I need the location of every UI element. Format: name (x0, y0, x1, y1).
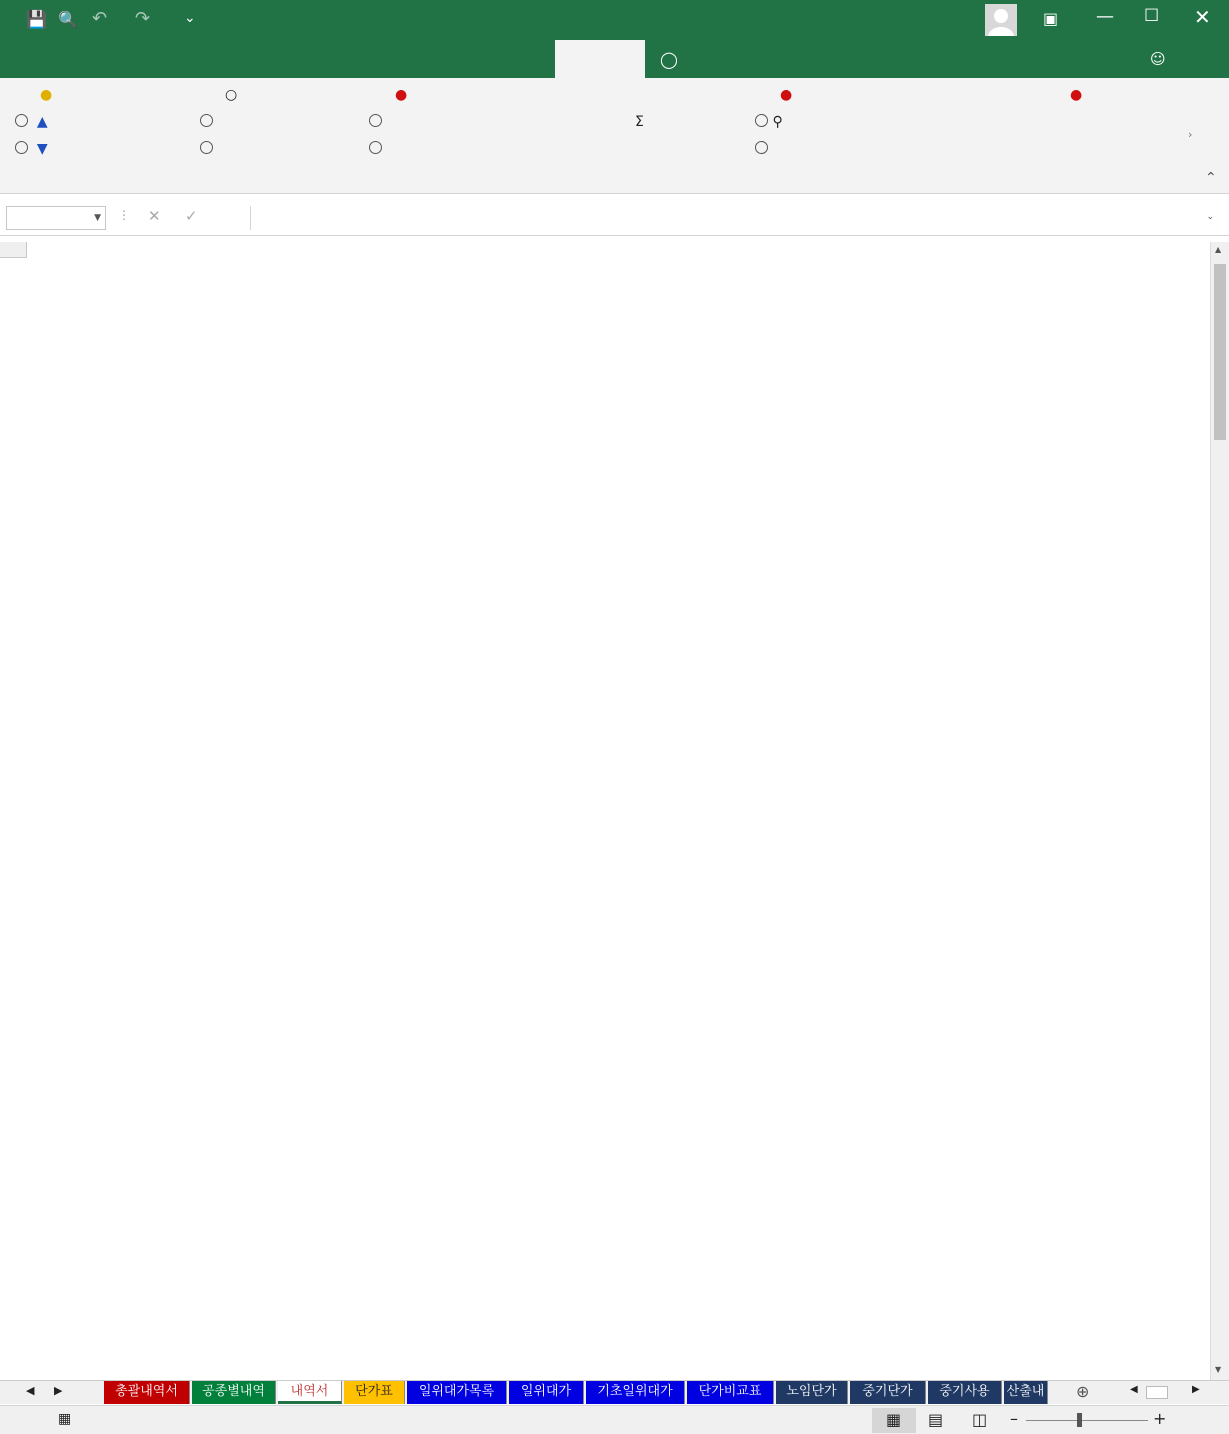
sort-up-icon: ▲ (36, 114, 48, 130)
undo-icon[interactable]: ↶ (92, 8, 108, 29)
tab-file[interactable] (10, 40, 66, 78)
ribbon-body (0, 78, 1229, 194)
hscroll-right-icon[interactable]: ▶ (1192, 1384, 1200, 1395)
ribbon-scroll-icon[interactable]: › (1188, 128, 1193, 141)
page-break-view-icon[interactable]: ◫ (972, 1410, 988, 1429)
close-icon[interactable]: ✕ (1194, 5, 1211, 29)
tab-page-layout[interactable] (178, 40, 304, 78)
next-sheet-icon[interactable]: ▶ (54, 1384, 63, 1397)
worksheet-grid[interactable] (0, 242, 1210, 1380)
page-layout-view-icon[interactable]: ▤ (928, 1410, 944, 1429)
print-preview-icon[interactable]: 🔍 (58, 10, 78, 29)
add-trade-button[interactable] (369, 141, 395, 157)
summary-calc-button[interactable] (755, 141, 781, 157)
scroll-up-icon[interactable]: ▲ (1215, 245, 1222, 254)
sheet-tabs-bar (0, 1380, 1229, 1404)
sheet-tab[interactable]: 단가표 (344, 1381, 405, 1404)
lightbulb-icon: ◯ (660, 50, 678, 69)
sheet-tab[interactable]: 단가비교표 (687, 1381, 774, 1404)
sheet-tab[interactable]: 공종별내역 (192, 1381, 276, 1404)
enter-icon[interactable]: ✓ (185, 207, 198, 225)
title-bar (0, 0, 1229, 40)
detail-sheet-button[interactable] (395, 87, 407, 103)
sheet-tab[interactable]: 중기사용 (928, 1381, 1002, 1404)
radio-icon (369, 141, 382, 154)
mgmt-no-down-button[interactable] (15, 141, 48, 157)
ribbon-tabs (0, 40, 1229, 78)
hscroll-left-icon[interactable]: ◀ (1130, 1384, 1138, 1395)
radio-icon (15, 141, 28, 154)
normal-view-button[interactable] (872, 1408, 916, 1433)
sheet-tab[interactable]: 중기단가 (850, 1381, 926, 1404)
minimize-icon[interactable]: — (1096, 6, 1114, 27)
grid-view-icon: ▦ (886, 1410, 902, 1429)
ribbon-display-icon[interactable]: ▣ (1043, 9, 1059, 28)
vertical-scrollbar[interactable] (1210, 242, 1229, 1380)
new-sheet-icon[interactable]: ⊕ (1076, 1382, 1090, 1401)
trade-sum-button[interactable] (635, 114, 644, 130)
cancel-icon[interactable]: ✕ (148, 207, 161, 225)
zoom-slider-thumb[interactable] (1077, 1413, 1082, 1427)
zoom-out-icon[interactable]: – (1010, 1409, 1018, 1428)
avatar[interactable] (985, 4, 1017, 36)
redo-icon[interactable]: ↷ (135, 8, 151, 29)
chevron-down-icon[interactable]: ▼ (94, 213, 101, 223)
base-price-prep-button[interactable] (225, 87, 237, 103)
new-estimate-button[interactable] (369, 114, 395, 130)
summary-sheet-button[interactable] (780, 87, 792, 103)
tab-add-ins[interactable] (555, 40, 645, 78)
zoom-in-icon[interactable]: + (1153, 1409, 1167, 1428)
tab-home[interactable] (74, 40, 116, 78)
sheet-tab[interactable]: 총괄내역서 (104, 1381, 190, 1404)
tab-review[interactable] (444, 40, 492, 78)
window-title (464, 12, 476, 30)
find-formula-button[interactable] (755, 114, 783, 130)
select-all-corner[interactable] (0, 242, 27, 258)
red-bulb-icon: ● (395, 87, 408, 103)
more-icon: ⋮ (118, 208, 130, 222)
radio-icon (15, 114, 28, 127)
collapse-ribbon-icon[interactable]: ⌃ (1205, 170, 1217, 186)
person-icon: ☺ (1150, 50, 1166, 68)
cost-sheet-button[interactable] (1070, 87, 1082, 103)
red-bulb-icon: ● (780, 87, 793, 103)
radio-icon (755, 141, 768, 154)
red-bulb-icon: ● (1070, 87, 1083, 103)
hscroll-thumb[interactable] (1146, 1386, 1168, 1399)
zoom-slider[interactable] (1026, 1420, 1148, 1421)
cover-to-detail-button[interactable] (40, 87, 52, 103)
maximize-icon[interactable]: ☐ (1144, 6, 1160, 26)
sort-down-icon: ▼ (36, 141, 48, 157)
formula-bar (0, 200, 1229, 236)
sheet-tab[interactable]: 산출내 (1004, 1381, 1048, 1404)
sheet-tab[interactable]: 기초일위대가 (586, 1381, 685, 1404)
formula-input[interactable] (250, 206, 1220, 230)
prev-sheet-icon[interactable]: ◀ (26, 1384, 35, 1397)
save-icon[interactable]: 💾 (26, 10, 48, 30)
sheet-tab[interactable]: 일위대가 (509, 1381, 584, 1404)
share-button[interactable] (1150, 50, 1166, 68)
lightbulb-outline-icon: ○ (225, 87, 238, 103)
tab-formulas[interactable] (314, 40, 364, 78)
sheet-tab[interactable]: 내역서 (278, 1381, 342, 1404)
sheet-tab[interactable]: 노임단가 (776, 1381, 848, 1404)
magnifier-icon: ⚲ (772, 114, 783, 130)
base-price-setting-button[interactable] (200, 114, 244, 130)
expand-formula-icon[interactable]: ⌄ (1206, 212, 1214, 222)
sheet-tab[interactable]: 일위대가목록 (407, 1381, 507, 1404)
radio-icon (200, 141, 213, 154)
radio-icon (200, 114, 213, 127)
scroll-thumb[interactable] (1214, 264, 1226, 440)
lightbulb-icon: ● (40, 87, 53, 103)
status-bar (0, 1405, 1229, 1434)
tab-view[interactable] (502, 40, 548, 78)
radio-icon (755, 114, 768, 127)
macro-record-icon[interactable]: ▦ (58, 1411, 72, 1427)
tab-data[interactable] (372, 40, 434, 78)
mgmt-no-up-button[interactable] (15, 114, 48, 130)
name-box[interactable] (6, 206, 106, 230)
radio-icon (369, 114, 382, 127)
tab-insert[interactable] (122, 40, 168, 78)
scroll-down-icon[interactable]: ▼ (1215, 1365, 1222, 1374)
unit-cost-calc-button[interactable] (200, 141, 244, 157)
sigma-icon: Σ (635, 114, 644, 130)
customize-qat-icon[interactable]: ⌄ (184, 10, 196, 26)
